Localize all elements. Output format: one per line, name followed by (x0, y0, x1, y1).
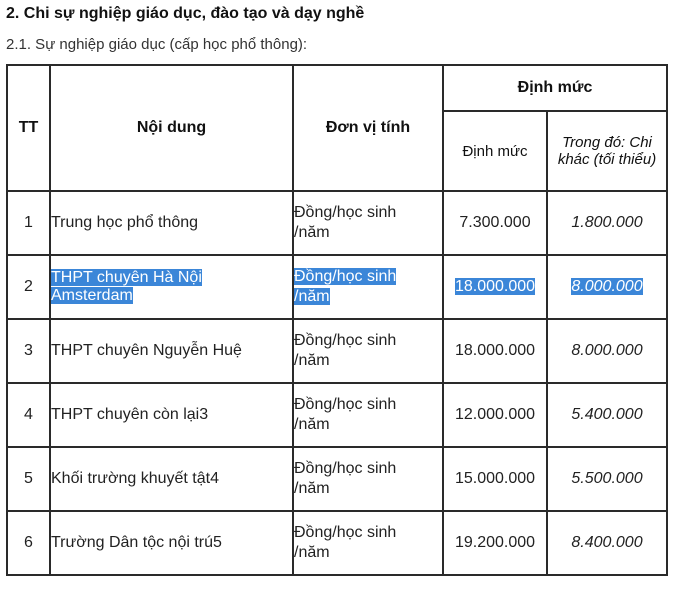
row-tt: 3 (7, 319, 50, 383)
row-other: 8.000.000 (547, 319, 667, 383)
row-unit (293, 255, 443, 319)
unit-line2: /năm (294, 480, 330, 497)
unit-line1: Đồng/học sinh (294, 460, 397, 477)
row-tt: 1 (7, 191, 50, 255)
table-row (7, 511, 667, 575)
unit-line2: /năm (294, 416, 330, 433)
row-other: 1.800.000 (547, 191, 667, 255)
unit-line2: /năm (294, 224, 330, 241)
row-unit (293, 319, 443, 383)
row-norm: 18.000.000 (443, 319, 547, 383)
unit-line2: /năm (294, 352, 330, 369)
row-norm (443, 255, 547, 319)
table-row (7, 447, 667, 511)
header-row-top (7, 65, 667, 111)
header-other: Trong đó: Chi khác (tối thiểu) (547, 111, 667, 191)
unit-line1: Đồng/học sinh (294, 332, 397, 349)
row-content: THPT chuyên Nguyễn Huệ (50, 319, 293, 383)
norm-value: 18.000.000 (454, 278, 536, 295)
table-row-selected (7, 255, 667, 319)
row-norm: 15.000.000 (443, 447, 547, 511)
row-unit (293, 447, 443, 511)
section-heading: 2. Chi sự nghiệp giáo dục, đào tạo và dạy nghề (6, 5, 365, 22)
norms-table (6, 64, 668, 576)
row-tt: 4 (7, 383, 50, 447)
row-norm: 19.200.000 (443, 511, 547, 575)
subsection-heading: 2.1. Sự nghiệp giáo dục (cấp học phổ thông): (6, 36, 308, 53)
row-other: 5.500.000 (547, 447, 667, 511)
row-content: Trường Dân tộc nội trú5 (50, 511, 293, 575)
unit-line2: /năm (294, 288, 330, 305)
unit-line1: Đồng/học sinh (294, 268, 397, 285)
row-tt: 6 (7, 511, 50, 575)
row-other: 5.400.000 (547, 383, 667, 447)
header-unit: Đơn vị tính (293, 65, 443, 191)
header-norm-group: Định mức (443, 65, 667, 111)
row-other: 8.400.000 (547, 511, 667, 575)
row-content: Trung học phổ thông (50, 191, 293, 255)
row-content: THPT chuyên còn lại3 (50, 383, 293, 447)
row-tt: 5 (7, 447, 50, 511)
row-other (547, 255, 667, 319)
table-row (7, 383, 667, 447)
row-norm: 7.300.000 (443, 191, 547, 255)
row-norm: 12.000.000 (443, 383, 547, 447)
unit-line1: Đồng/học sinh (294, 524, 397, 541)
row-unit (293, 511, 443, 575)
table-row (7, 319, 667, 383)
header-content: Nội dung (50, 65, 293, 191)
header-tt: TT (7, 65, 50, 191)
content-line1: THPT chuyên Hà Nội (51, 269, 202, 286)
row-content: Khối trường khuyết tật4 (50, 447, 293, 511)
other-value: 8.000.000 (571, 278, 643, 295)
unit-line1: Đồng/học sinh (294, 204, 397, 221)
row-content (50, 255, 293, 319)
content-line2: Amsterdam (51, 287, 133, 304)
table-row (7, 191, 667, 255)
unit-line1: Đồng/học sinh (294, 396, 397, 413)
unit-line2: /năm (294, 544, 330, 561)
row-unit (293, 191, 443, 255)
row-tt: 2 (7, 255, 50, 319)
row-unit (293, 383, 443, 447)
header-norm: Định mức (443, 111, 547, 191)
